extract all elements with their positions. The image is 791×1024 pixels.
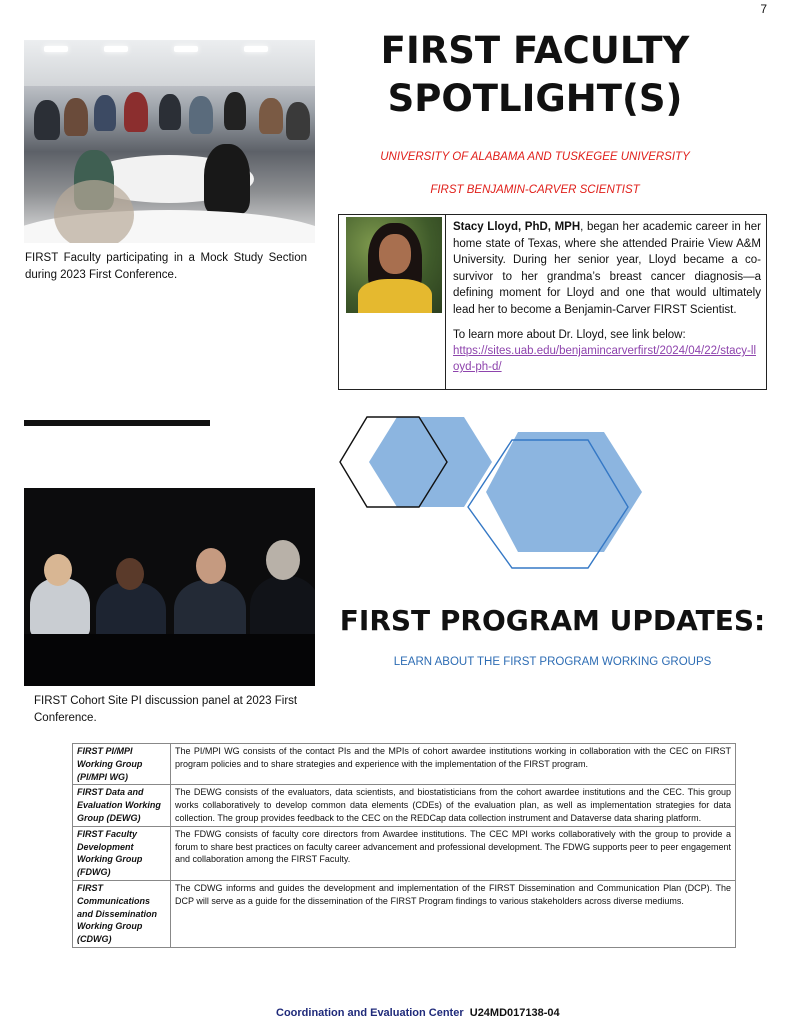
working-group-name: FIRST Faculty Development Working Group (FDWG) bbox=[73, 826, 171, 880]
page-number: 7 bbox=[760, 2, 767, 16]
page-footer bbox=[276, 1007, 560, 1019]
spotlight-bio bbox=[453, 219, 761, 318]
university-subheading: UNIVERSITY OF ALABAMA AND TUSKEGEE UNIVERSITY bbox=[380, 151, 690, 163]
working-group-name: FIRST PI/MPI Working Group (PI/MPI WG) bbox=[73, 744, 171, 785]
spotlight-title bbox=[360, 30, 710, 120]
table-row bbox=[73, 744, 736, 785]
panel-photo-caption: FIRST Cohort Site PI discussion panel at 2023 First Conference. bbox=[34, 695, 298, 724]
conference-photo-caption: FIRST Faculty participating in a Mock Study Section during 2023 First Conference. bbox=[25, 252, 307, 281]
working-groups-table bbox=[72, 743, 736, 948]
spotlight-title-line2: SPOTLIGHT(S) bbox=[387, 77, 683, 120]
panel-photo bbox=[24, 488, 315, 686]
program-subheading: FIRST BENJAMIN-CARVER SCIENTIST bbox=[430, 184, 640, 196]
hexagon-decoration bbox=[336, 410, 656, 575]
section-divider-bar bbox=[24, 420, 210, 426]
spotlight-title-line1: FIRST FACULTY bbox=[380, 29, 690, 72]
conference-photo bbox=[24, 40, 315, 243]
table-row bbox=[73, 785, 736, 826]
table-row bbox=[73, 880, 736, 947]
table-row bbox=[73, 826, 736, 880]
program-updates-subtitle: LEARN ABOUT THE FIRST PROGRAM WORKING GROUPS bbox=[393, 656, 712, 668]
profile-link[interactable]: https://sites.uab.edu/benjamincarverfirst/2024/04/22/stacy-lloyd-ph-d/ bbox=[453, 345, 756, 373]
working-group-description: The PI/MPI WG consists of the contact PIs and the MPIs of cohort awardee institutions working in collaboration with the CEC on FIRST program policies and to share strategies and experience with the implementation of the FIRST program. bbox=[171, 744, 736, 785]
working-group-name: FIRST Data and Evaluation Working Group (DEWG) bbox=[73, 785, 171, 826]
working-group-name: FIRST Communications and Dissemination Working Group (CDWG) bbox=[73, 880, 171, 947]
learn-more-text: To learn more about Dr. Lloyd, see link below: bbox=[453, 329, 686, 341]
scientist-headshot bbox=[346, 217, 442, 313]
program-updates-title: FIRST PROGRAM UPDATES: bbox=[339, 604, 766, 637]
scientist-name: Stacy Lloyd, PhD, MPH bbox=[453, 221, 581, 233]
working-group-description: The DEWG consists of the evaluators, data scientists, and biostatisticians from the cohort awardee institutions and the CEC. This group works collaboratively to develop common data elements (CDEs) of the evaluation plan, as well as implementation strategies for data collection. The group provides feedback to the CEC on the REDCap data collection instrument and Dataverse data sharing platform. bbox=[171, 785, 736, 826]
spotlight-bio-text: , began her academic career in her home state of Texas, where she attended Prairie View A&M University. During her senior year, Lloyd became a co-survivor to her grandma’s breast cancer diagnosis—a defining moment for Lloyd and one that would ultimately lead her to become a Benjamin-Carver FIRST Scientist. bbox=[453, 221, 761, 316]
footer-center-name: Coordination and Evaluation Center bbox=[276, 1007, 464, 1019]
working-group-description: The CDWG informs and guides the development and implementation of the FIRST Dissemination and Communication Plan (DCP). The DCP will serve as a guide for the dissemination of the FIRST Program findings to various stakeholders across diverse mediums. bbox=[171, 880, 736, 947]
working-group-description: The FDWG consists of faculty core directors from Awardee institutions. The CEC MPI works collaboratively with the group to provide a forum to share best practices on faculty career advancement and professional development. The FDWG supports peer to peer engagement and collaboration among the FIRST Faculty. bbox=[171, 826, 736, 880]
footer-grant-number: U24MD017138-04 bbox=[469, 1007, 560, 1019]
